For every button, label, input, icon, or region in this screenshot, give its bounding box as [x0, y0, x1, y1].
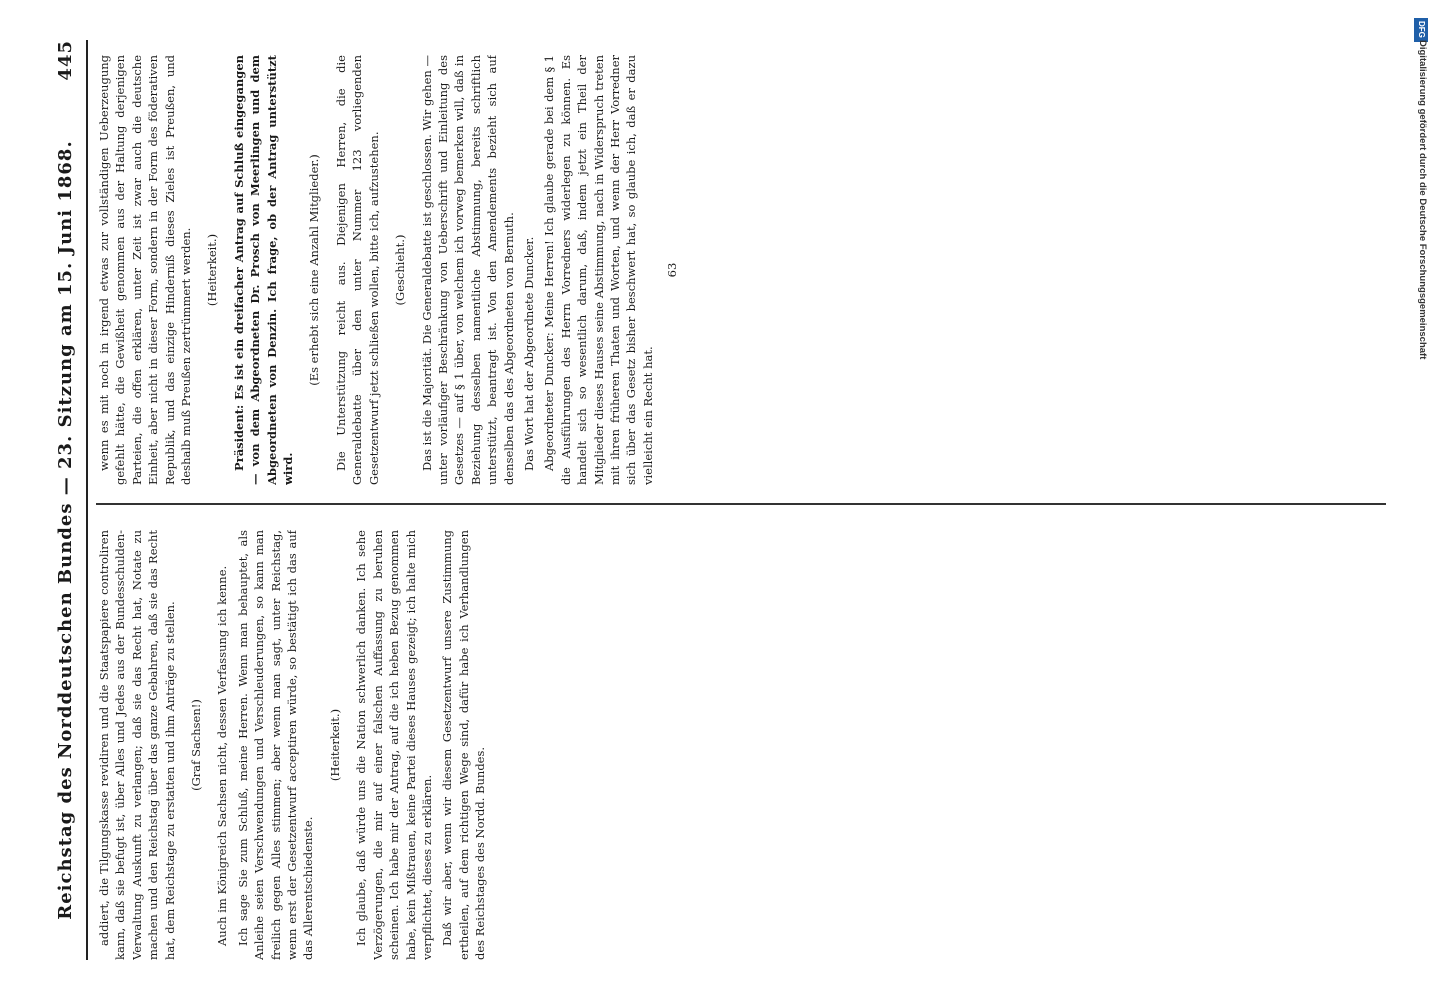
- paragraph: Abgeordneter Duncker: Meine Herren! Ich glaube gerade bei dem § 1 die Ausführungen des Herrn Vorredners widerlegen zu können. Es handelt sich so wesentlich darum, daß, indem jetzt ein Theil der Mitglieder dieses Hauses seine Abstimmung, nach in Widerspruch treten mit ihren früheren Thaten und Worten, und wenn der Herr Vorredner sich über das Gesetz bisher beschwert hat, so glaube ich, daß er dazu vielleicht ein Recht hat.: [542, 55, 655, 485]
- paragraph: Ich glaube, daß würde uns die Nation schwerlich danken. Ich sehe Verzögerungen, die mir auf einer falschen Auffassung zu beruhen scheinen. Ich habe mir der Antrag, auf die ich heben Bezug genommen habe, kein Mißtrauen, keine Partei dieses Hauses gezeigt; ich halte mich verpflichtet, dieses zu erklären.: [354, 530, 434, 960]
- president-statement: Präsident: Es ist ein dreifacher Antrag auf Schluß eingegangen — von dem Abgeordneten Dr. Prosch von Meerlingen und dem Abgeordneten von Denzin. Ich frage, ob der Antrag unterstützt wird.: [231, 55, 296, 485]
- paragraph: Auch im Königreich Sachsen nicht, dessen Verfassung ich kenne.: [215, 565, 230, 946]
- interjection: (Geschieht.): [393, 234, 408, 306]
- page-header: [50, 40, 80, 960]
- paragraph: Daß wir aber, wenn wir diesem Gesetzentwurf unsere Zustimmung ertheilen, auf dem richtigen Wege sind, dafür habe ich Verhandlungen des Reichstages des Nordd. Bundes.: [440, 530, 488, 960]
- page-title: Reichstag des Norddeutschen Bundes — 23. Sitzung am 15. Juni 1868.: [54, 140, 76, 920]
- digitization-credit: [1416, 40, 1430, 600]
- paragraph: addiert, die Tilgungskasse revidiren und die Staatspapiere controliren kann, daß sie befugt ist, über Alles und Jedes aus der Bundesschulden-Verwaltung Auskunft zu verlangen; daß sie das Recht hat, Notate zu machen und den Reichstag über das ganze Gebahren, daß sie das Recht hat, dem Reichstage zu erstatten und ihm Anträge zu stellen.: [97, 530, 177, 960]
- left-column: [96, 530, 1376, 960]
- paragraph: Das ist die Majorität. Die Generaldebatte ist geschlossen. Wir gehen — unter vorläufiger Beschränkung von Ueberschrift und Einleitung des Gesetzes — auf § 1 über, von welchem ich vorweg bemerken will, daß in Beziehung desselben namentliche Abstimmung, bereits schriftlich unterstützt, beantragt ist. Von den Amendements bezieht sich auf denselben das des Abgeordneten von Bernuth.: [419, 55, 516, 485]
- page-number: 445: [54, 40, 76, 81]
- interjection: (Heiterkeit.): [205, 233, 220, 307]
- dfg-logo-text: DFG: [1417, 21, 1426, 38]
- right-column: [96, 55, 1376, 485]
- credit-text: Digitalisierung gefördert durch die Deutsche Forschungsgemeinschaft: [1417, 40, 1428, 360]
- paragraph: Das Wort hat der Abgeordnete Duncker.: [521, 236, 536, 471]
- column-divider: [96, 503, 1386, 505]
- interjection: (Es erhebt sich eine Anzahl Mitglieder.): [307, 154, 322, 386]
- interjection: (Graf Sachsen!): [189, 699, 204, 791]
- paragraph: Die Unterstützung reicht aus. Diejenigen Herren, die die Generaldebatte über den unter Nummer 123 vorliegenden Gesetzentwurf jetzt schließen wollen, bitte ich, aufzustehen.: [333, 55, 381, 485]
- sheet-mark: 63: [665, 262, 680, 278]
- paragraph: wenn es mit noch in irgend etwas zur vollständigen Ueberzeugung gefehlt hätte, die Gewißheit genommen aus der Haltung derjenigen Parteien, die offen erklären, unter Zeit ist zwar auch die deutsche Einheit, aber nicht in dieser Form, sondern in der Form des föderativen Republik, und das einzige Hinderniß dieses Zieles ist Preußen, und deshalb muß Preußen zertrümmert werden.: [97, 55, 194, 485]
- interjection: (Heiterkeit.): [327, 708, 342, 782]
- paragraph: Ich sage Sie zum Schluß, meine Herren. Wenn man behauptet, als Anleihe seien Verschwendungen und Verschleuderungen, so kann man freilich gegen Alles stimmen; aber wenn man sagt, unter Reichstag, wenn erst der Gesetzentwurf acceptiren würde, so bestätigt ich das auf das Allerentschiedenste.: [235, 530, 316, 960]
- header-rule: [86, 40, 88, 960]
- dfg-logo: [1414, 18, 1428, 42]
